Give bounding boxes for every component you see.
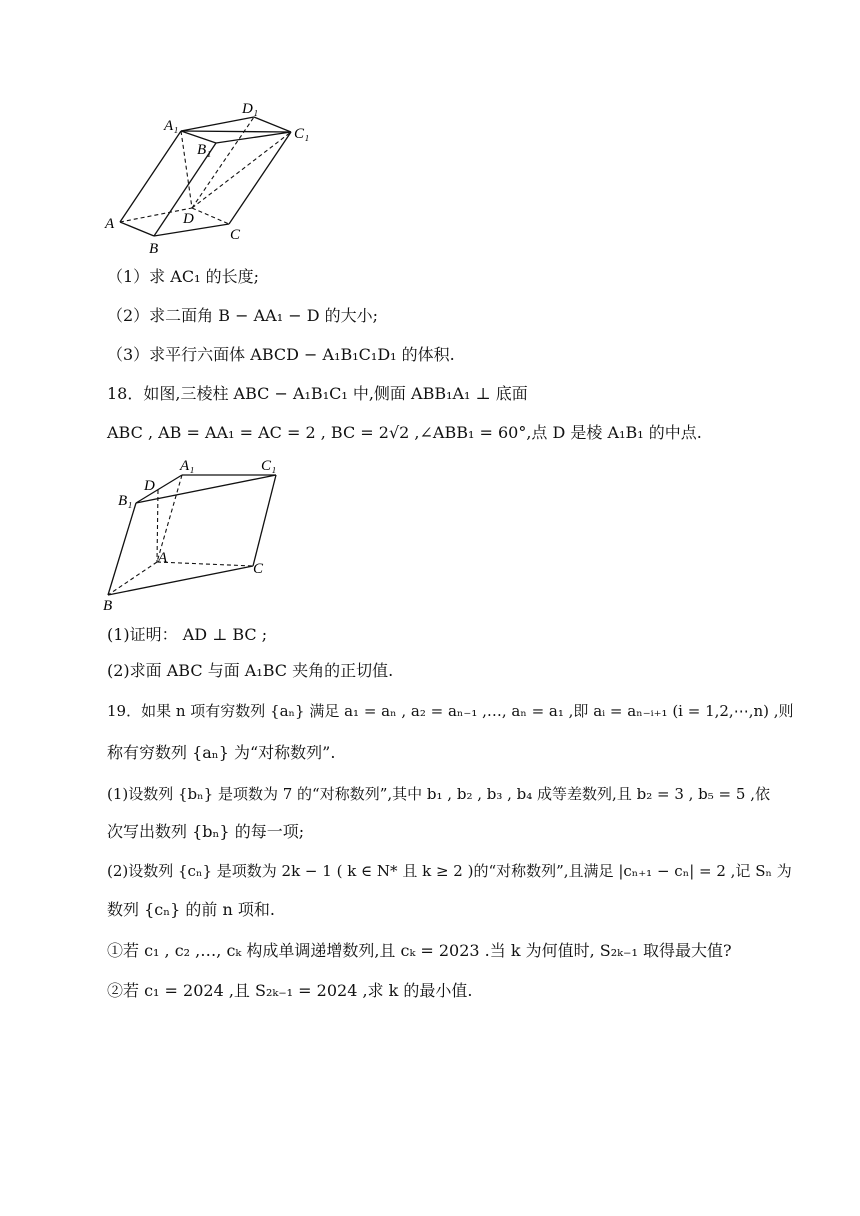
figure-parallelepiped: [100, 100, 330, 260]
q19-line4: 次写出数列 {bₙ} 的每一项;: [107, 822, 305, 841]
label-B1: B₁: [118, 493, 133, 509]
label-C: C: [230, 227, 241, 243]
q19-line5: (2)设数列 {cₙ} 是项数为 2k − 1 ( k ∈ N* 且 k ≥ 2 )的“对称数列”,且满足 |cₙ₊₁ − cₙ| = 2 ,记 Sₙ 为: [107, 862, 792, 880]
label-B: B: [149, 241, 159, 257]
label-C1: C₁: [294, 126, 310, 142]
q19-line3: (1)设数列 {bₙ} 是项数为 7 的“对称数列”,其中 b₁ , b₂ , b₃ , b₄ 成等差数列,且 b₂ = 3 , b₅ = 5 ,依: [107, 785, 770, 803]
label-D: D: [144, 478, 155, 494]
q19-line2: 称有穷数列 {aₙ} 为“对称数列”.: [107, 743, 336, 762]
label-C: C: [253, 561, 264, 577]
prism-diagram: [100, 455, 290, 615]
q17-part2: （2）求二面角 B − AA₁ − D 的大小;: [107, 306, 379, 325]
q18-part1: (1)证明： AD ⊥ BC ;: [107, 625, 268, 644]
label-D: D: [183, 211, 194, 227]
label-A1: A₁: [180, 458, 195, 474]
label-D1: D₁: [242, 101, 259, 117]
q18-stem-line1: 18．如图,三棱柱 ABC − A₁B₁C₁ 中,侧面 ABB₁A₁ ⊥ 底面: [107, 384, 528, 403]
q19-line1: 19．如果 n 项有穷数列 {aₙ} 满足 a₁ = aₙ , a₂ = aₙ₋₁ ,…, aₙ = a₁ ,即 aᵢ = aₙ₋ᵢ₊₁ (i = 1,2,⋯,n) ,则: [107, 702, 794, 720]
q19-line8: ②若 c₁ = 2024 ,且 S₂ₖ₋₁ = 2024 ,求 k 的最小值.: [107, 981, 473, 1000]
label-A1: A₁: [164, 118, 179, 134]
label-B1: B₁: [197, 142, 212, 158]
q19-line7: ①若 c₁ , c₂ ,…, cₖ 构成单调递增数列,且 cₖ = 2023 .当 k 为何值时, S₂ₖ₋₁ 取得最大值?: [107, 941, 732, 960]
label-B: B: [103, 598, 113, 614]
label-A: A: [105, 216, 115, 232]
label-A: A: [158, 550, 168, 566]
q17-part1: （1）求 AC₁ 的长度;: [107, 267, 259, 286]
q18-stem-line2: ABC , AB = AA₁ = AC = 2 , BC = 2√2 ,∠ABB₁ = 60°,点 D 是棱 A₁B₁ 的中点.: [107, 423, 702, 442]
label-C1: C₁: [261, 458, 277, 474]
parallelepiped-diagram: [100, 100, 330, 260]
q19-line6: 数列 {cₙ} 的前 n 项和.: [107, 900, 275, 919]
q18-part2: (2)求面 ABC 与面 A₁BC 夹角的正切值.: [107, 661, 394, 680]
figure-prism: [100, 455, 290, 615]
q17-part3: （3）求平行六面体 ABCD − A₁B₁C₁D₁ 的体积.: [107, 345, 455, 364]
